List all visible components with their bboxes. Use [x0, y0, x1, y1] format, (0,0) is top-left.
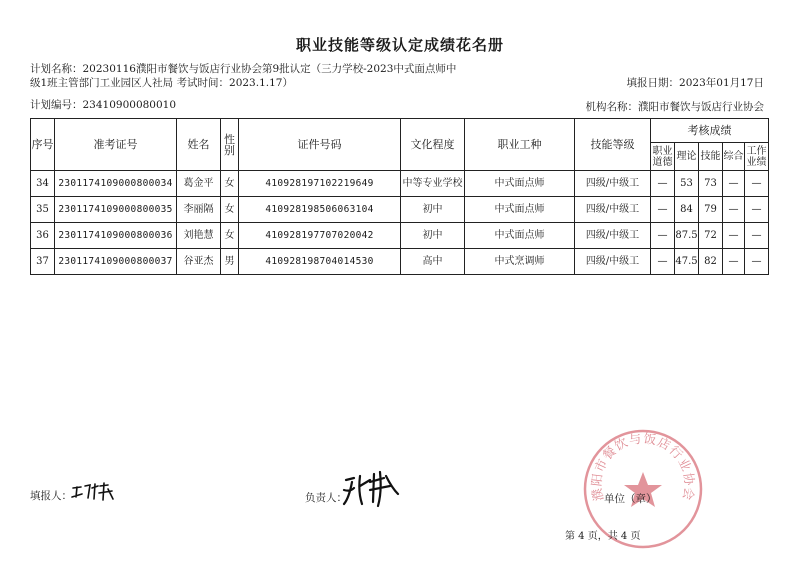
cell-exam-no: 2301174109000800036 [55, 223, 177, 249]
header-occupation: 职业工种 [465, 119, 575, 171]
cell-work: — [745, 197, 769, 223]
cell-education: 初中 [401, 223, 465, 249]
cell-overall: — [723, 171, 745, 197]
table-row [31, 223, 769, 249]
cell-skill: 72 [699, 223, 723, 249]
header-seq: 序号 [31, 119, 55, 171]
cell-gender: 女 [221, 171, 239, 197]
page-title: 职业技能等级认定成绩花名册 [295, 36, 504, 54]
cell-exam-no: 2301174109000800034 [55, 171, 177, 197]
cell-work: — [745, 249, 769, 275]
cell-education: 初中 [401, 197, 465, 223]
cell-theory: 53 [675, 171, 699, 197]
cell-cert-no: 410928197707020042 [239, 223, 401, 249]
cell-cert-no: 410928198704014530 [239, 249, 401, 275]
cell-education: 中等专业学校 [401, 171, 465, 197]
cell-ethics: — [651, 223, 675, 249]
cell-overall: — [723, 249, 745, 275]
page-number: 第 4 页，共 4 页 [565, 531, 641, 542]
cell-cert-no: 410928197102219649 [239, 171, 401, 197]
cell-name: 李丽隔 [177, 197, 221, 223]
header-education: 文化程度 [401, 119, 465, 171]
header-theory: 理论 [675, 143, 699, 171]
cell-occupation: 中式面点师 [465, 223, 575, 249]
cell-occupation: 中式烹调师 [465, 249, 575, 275]
header-overall: 综合 [723, 143, 745, 171]
cell-seq: 35 [31, 197, 55, 223]
header-ethics: 职业道德 [651, 143, 675, 171]
plan-name: 计划名称：20230116濮阳市餐饮与饭店行业协会第9批认定（三力学校-2023中式面点师中级1班主管部门工业园区人社局 考试时间：2023.1.17） [30, 63, 457, 89]
header-level: 技能等级 [575, 119, 651, 171]
table-row [31, 197, 769, 223]
cell-seq: 37 [31, 249, 55, 275]
plan-number: 计划编号：23410900080010 [30, 99, 177, 111]
cell-overall: — [723, 197, 745, 223]
header-work: 工作业绩 [745, 143, 769, 171]
cell-gender: 男 [221, 249, 239, 275]
cell-level: 四级/中级工 [575, 249, 651, 275]
header-scores: 考核成绩 [651, 119, 769, 143]
cell-occupation: 中式面点师 [465, 197, 575, 223]
table-row [31, 249, 769, 275]
header-name: 姓名 [177, 119, 221, 171]
cell-skill: 73 [699, 171, 723, 197]
cell-seq: 36 [31, 223, 55, 249]
score-table [30, 118, 769, 275]
cell-name: 葛金平 [177, 171, 221, 197]
cell-exam-no: 2301174109000800037 [55, 249, 177, 275]
cell-level: 四级/中级工 [575, 171, 651, 197]
filler-label: 填报人： [30, 490, 72, 502]
header-gender: 性别 [221, 119, 239, 171]
svg-text:濮阳市餐饮与饭店行业协会: 濮阳市餐饮与饭店行业协会 [588, 430, 698, 503]
cell-exam-no: 2301174109000800035 [55, 197, 177, 223]
cell-skill: 82 [699, 249, 723, 275]
cell-overall: — [723, 223, 745, 249]
cell-name: 刘艳慧 [177, 223, 221, 249]
unit-seal-label: 单位（章） [604, 493, 657, 505]
cell-level: 四级/中级工 [575, 197, 651, 223]
cell-level: 四级/中级工 [575, 223, 651, 249]
cell-theory: 87.5 [675, 223, 699, 249]
cell-gender: 女 [221, 197, 239, 223]
cell-theory: 84 [675, 197, 699, 223]
organization-name: 机构名称：濮阳市餐饮与饭店行业协会 [585, 101, 764, 113]
cell-name: 谷亚杰 [177, 249, 221, 275]
manager-signature [340, 468, 402, 510]
cell-seq: 34 [31, 171, 55, 197]
cell-occupation: 中式面点师 [465, 171, 575, 197]
cell-ethics: — [651, 197, 675, 223]
cell-work: — [745, 171, 769, 197]
header-exam-no: 准考证号 [55, 119, 177, 171]
manager-label: 负责人： [305, 492, 347, 504]
fill-date: 填报日期：2023年01月17日 [626, 77, 764, 89]
cell-skill: 79 [699, 197, 723, 223]
cell-education: 高中 [401, 249, 465, 275]
header-skill: 技能 [699, 143, 723, 171]
header-cert-no: 证件号码 [239, 119, 401, 171]
cell-work: — [745, 223, 769, 249]
cell-ethics: — [651, 171, 675, 197]
cell-ethics: — [651, 249, 675, 275]
table-row [31, 171, 769, 197]
cell-theory: 47.5 [675, 249, 699, 275]
cell-cert-no: 410928198506063104 [239, 197, 401, 223]
cell-gender: 女 [221, 223, 239, 249]
filler-signature [70, 480, 116, 502]
